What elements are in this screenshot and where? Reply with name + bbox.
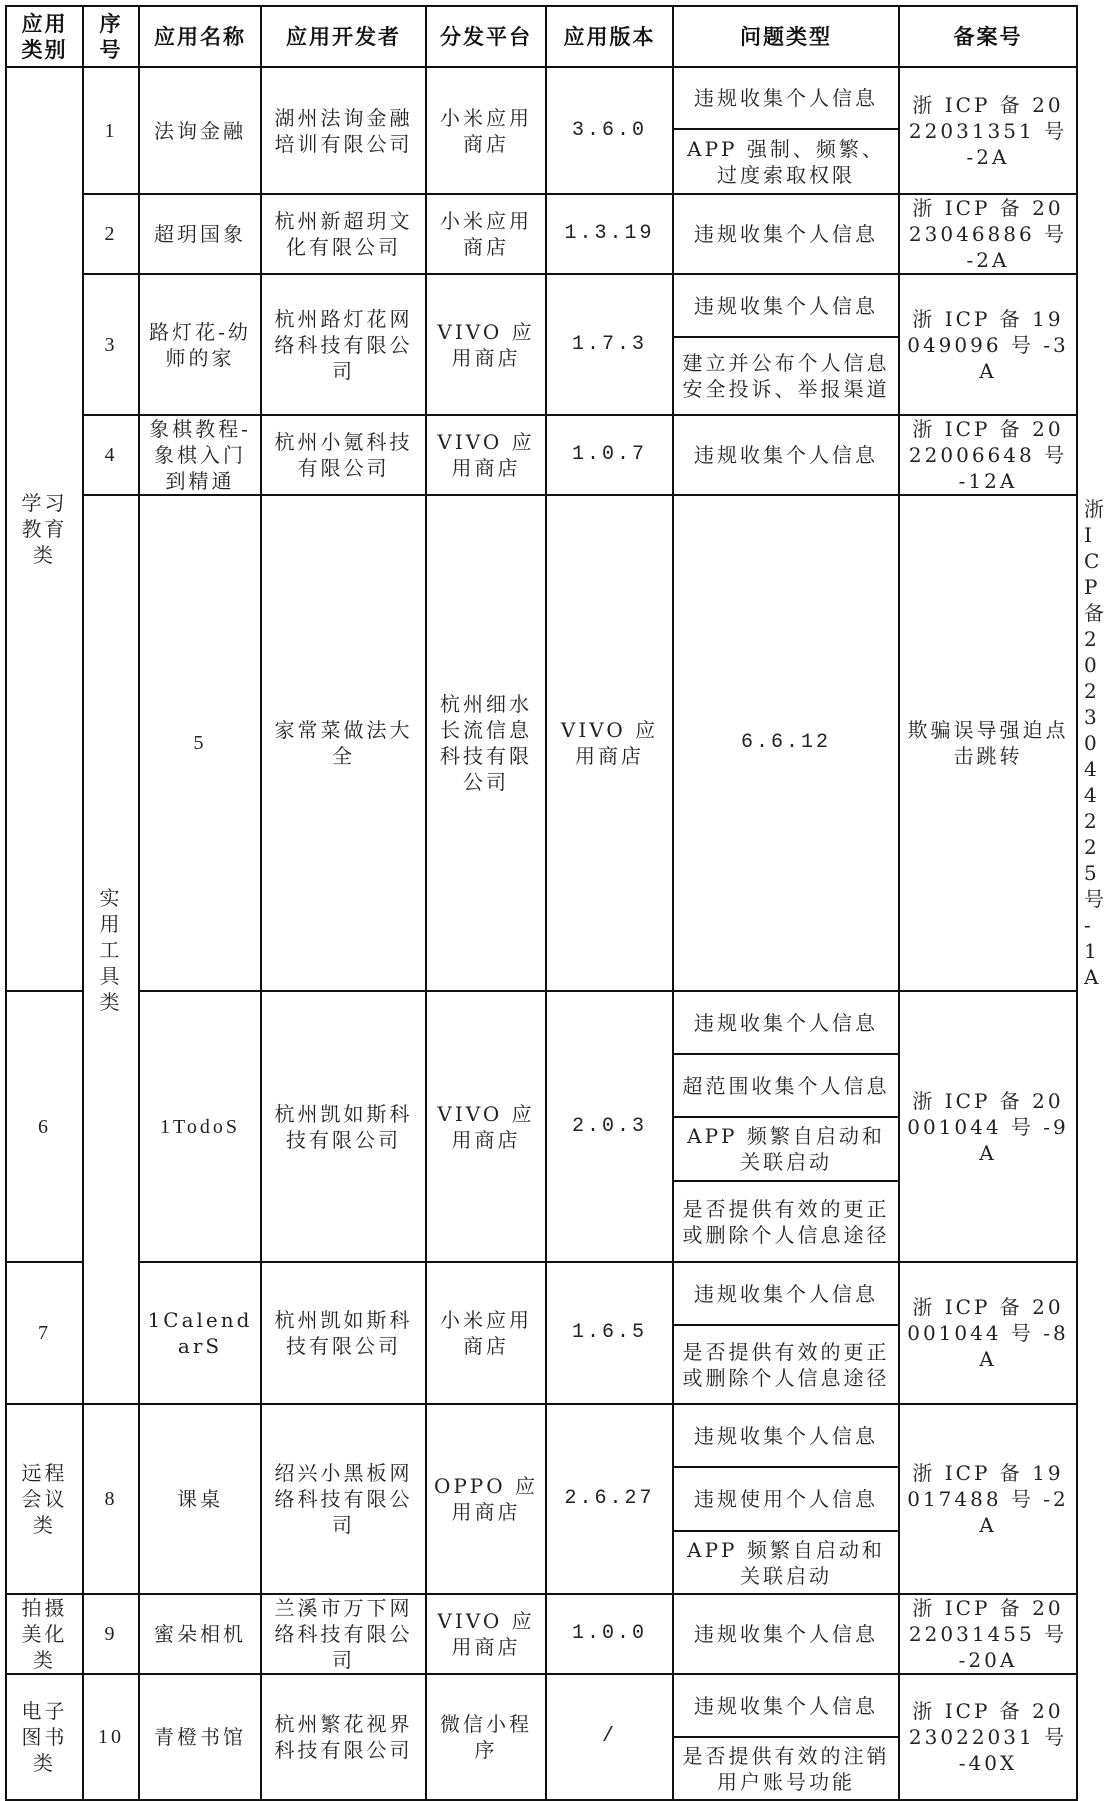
- developer-cell: 杭州凯如斯科技有限公司: [261, 1262, 426, 1404]
- app-name-cell: 路灯花-幼师的家: [139, 274, 261, 415]
- header-platform: 分发平台: [426, 6, 546, 67]
- icp-cell: 浙 ICP 备 19049096 号 -3A: [899, 274, 1077, 415]
- platform-cell: 微信小程序: [426, 1674, 546, 1800]
- issue-cell: APP 频繁自启动和关联启动: [673, 1117, 899, 1181]
- issue-cell: 是否提供有效的更正或删除个人信息途径: [673, 1181, 899, 1262]
- developer-cell: 杭州新超玥文化有限公司: [261, 194, 426, 274]
- index-cell: 8: [83, 1404, 139, 1594]
- platform-cell: VIVO 应用商店: [426, 274, 546, 415]
- category-cell: 电子图书类: [6, 1674, 83, 1800]
- header-app-name: 应用名称: [139, 6, 261, 67]
- table-row: [6, 1404, 1077, 1467]
- version-cell: 2.0.3: [546, 991, 673, 1262]
- platform-cell: 小米应用商店: [426, 194, 546, 274]
- developer-cell: 杭州小氪科技有限公司: [261, 415, 426, 495]
- developer-cell: 杭州繁花视界科技有限公司: [261, 1674, 426, 1800]
- header-version: 应用版本: [546, 6, 673, 67]
- platform-cell: VIVO 应用商店: [546, 495, 673, 991]
- category-cell: 实用工具类: [83, 495, 139, 1404]
- version-cell: 1.0.7: [546, 415, 673, 495]
- index-cell: 5: [139, 495, 261, 991]
- app-name-cell: 课桌: [139, 1404, 261, 1594]
- platform-cell: VIVO 应用商店: [426, 991, 546, 1262]
- table-row: [6, 67, 1077, 129]
- version-cell: 2.6.27: [546, 1404, 673, 1594]
- index-cell: 6: [6, 991, 83, 1262]
- version-cell: 1.0.0: [546, 1594, 673, 1674]
- header-index: 序号: [83, 6, 139, 67]
- table-row: [6, 194, 1077, 274]
- icp-cell: 浙 ICP 备 2023046886 号 -2A: [899, 194, 1077, 274]
- icp-cell: 浙 ICP 备 2022031351 号 -2A: [899, 67, 1077, 194]
- version-cell: /: [546, 1674, 673, 1800]
- table-row: [6, 1594, 1077, 1674]
- issue-cell: 是否提供有效的注销用户账号功能: [673, 1737, 899, 1800]
- header-row: [6, 6, 1077, 67]
- issue-cell: 违规收集个人信息: [673, 274, 899, 337]
- issue-cell: 违规收集个人信息: [673, 415, 899, 495]
- category-cell: 学习教育类: [6, 67, 83, 991]
- icp-cell: 浙 ICP 备 20001044 号 -8A: [899, 1262, 1077, 1404]
- issue-cell: APP 频繁自启动和关联启动: [673, 1531, 899, 1594]
- issue-cell: 违规收集个人信息: [673, 1594, 899, 1674]
- header-developer: 应用开发者: [261, 6, 426, 67]
- app-name-cell: 蜜朵相机: [139, 1594, 261, 1674]
- app-name-cell: 青橙书馆: [139, 1674, 261, 1800]
- issue-cell: 是否提供有效的更正或删除个人信息途径: [673, 1325, 899, 1404]
- app-name-cell: 1TodoS: [139, 991, 261, 1262]
- app-violation-table: [5, 5, 1107, 1801]
- icp-cell: 浙 ICP 备 20001044 号 -9A: [899, 991, 1077, 1262]
- index-cell: 3: [83, 274, 139, 415]
- platform-cell: 小米应用商店: [426, 67, 546, 194]
- app-name-cell: 超玥国象: [139, 194, 261, 274]
- index-cell: 7: [6, 1262, 83, 1404]
- app-name-cell: 1CalendarS: [139, 1262, 261, 1404]
- issue-cell: 超范围收集个人信息: [673, 1054, 899, 1117]
- developer-cell: 杭州凯如斯科技有限公司: [261, 991, 426, 1262]
- platform-cell: OPPO 应用商店: [426, 1404, 546, 1594]
- icp-cell: 浙 ICP 备 19017488 号 -2A: [899, 1404, 1077, 1594]
- category-cell: 远程会议类: [6, 1404, 83, 1594]
- version-cell: 1.7.3: [546, 274, 673, 415]
- app-name-cell: 家常菜做法大全: [261, 495, 426, 991]
- platform-cell: 小米应用商店: [426, 1262, 546, 1404]
- version-cell: 1.3.19: [546, 194, 673, 274]
- issue-cell: 违规使用个人信息: [673, 1467, 899, 1531]
- version-cell: 1.6.5: [546, 1262, 673, 1404]
- icp-cell: 浙 ICP 备 2023022031 号 -40X: [899, 1674, 1077, 1800]
- issue-cell: 违规收集个人信息: [673, 1262, 899, 1325]
- issue-cell: 欺骗误导强迫点击跳转: [899, 495, 1077, 991]
- table-row: [6, 1262, 1077, 1325]
- issue-cell: 违规收集个人信息: [673, 67, 899, 129]
- app-name-cell: 象棋教程-象棋入门到精通: [139, 415, 261, 495]
- developer-cell: 湖州法询金融培训有限公司: [261, 67, 426, 194]
- platform-cell: VIVO 应用商店: [426, 1594, 546, 1674]
- developer-cell: 杭州路灯花网络科技有限公司: [261, 274, 426, 415]
- version-cell: 6.6.12: [673, 495, 899, 991]
- table-row: [6, 274, 1077, 337]
- index-cell: 2: [83, 194, 139, 274]
- header-icp: 备案号: [899, 6, 1077, 67]
- issue-cell: 违规收集个人信息: [673, 1404, 899, 1467]
- index-cell: 10: [83, 1674, 139, 1800]
- index-cell: 9: [83, 1594, 139, 1674]
- issue-cell: 建立并公布个人信息安全投诉、举报渠道: [673, 337, 899, 415]
- category-cell: 拍摄美化类: [6, 1594, 83, 1674]
- header-category: 应用类别: [6, 6, 83, 67]
- issue-cell: 违规收集个人信息: [673, 1674, 899, 1737]
- table-row: [6, 991, 1077, 1054]
- table-row: 实用工具类 5 家常菜做法大全 杭州细水长流信息科技有限公司 VIVO 应用商店 6.6.12 欺骗误导强迫点击跳转 浙 ICP 备 2023044225 号 -1A: [6, 495, 1077, 991]
- icp-cell: 浙 ICP 备 2022006648 号 -12A: [899, 415, 1077, 495]
- developer-cell: 兰溪市万下网络科技有限公司: [261, 1594, 426, 1674]
- version-cell: 3.6.0: [546, 67, 673, 194]
- table-row: [6, 415, 1077, 495]
- developer-cell: 绍兴小黑板网络科技有限公司: [261, 1404, 426, 1594]
- index-cell: 4: [83, 415, 139, 495]
- header-issue-type: 问题类型: [673, 6, 899, 67]
- app-name-cell: 法询金融: [139, 67, 261, 194]
- issue-cell: APP 强制、频繁、过度索取权限: [673, 129, 899, 194]
- index-cell: 1: [83, 67, 139, 194]
- platform-cell: VIVO 应用商店: [426, 415, 546, 495]
- issue-cell: 违规收集个人信息: [673, 194, 899, 274]
- issue-cell: 违规收集个人信息: [673, 991, 899, 1054]
- developer-cell: 杭州细水长流信息科技有限公司: [426, 495, 546, 991]
- icp-cell: 浙 ICP 备 2022031455 号 -20A: [899, 1594, 1077, 1674]
- table-row: [6, 1674, 1077, 1737]
